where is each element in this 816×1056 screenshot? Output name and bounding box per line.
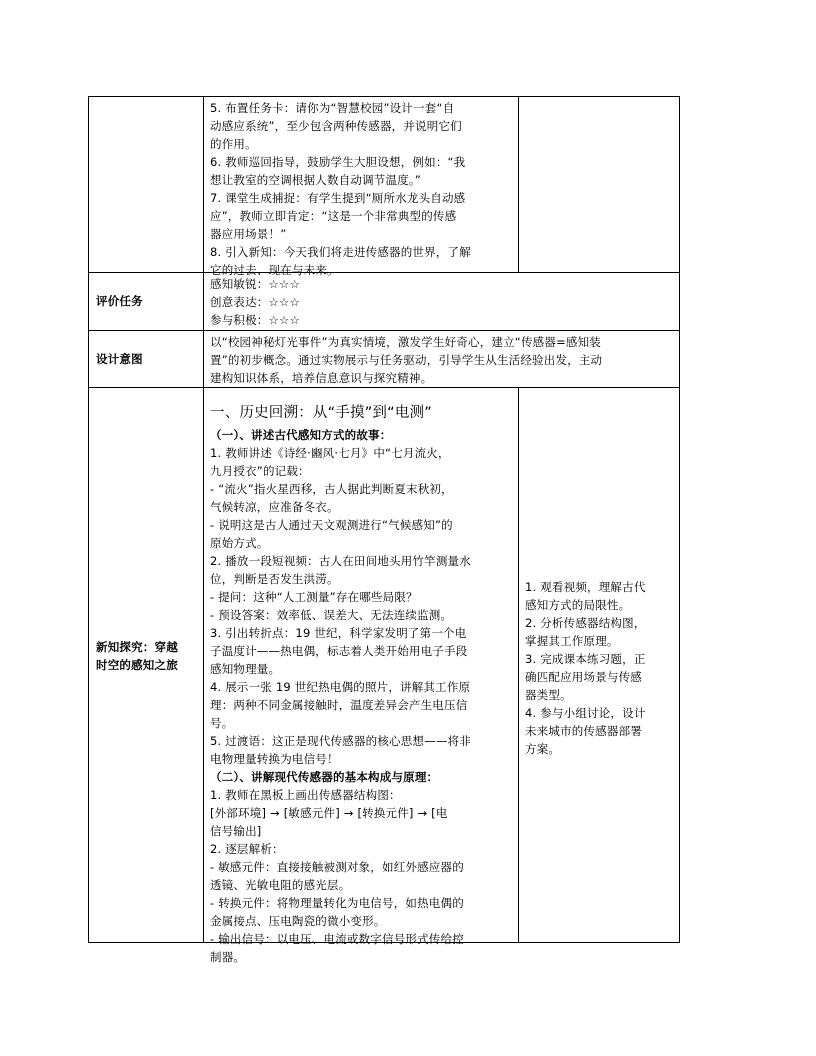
activity-line: 8. 引入新知：今天我们将走进传感器的世界，了解 xyxy=(210,245,471,259)
activity-line: 7. 课堂生成捕捉：有学生提到“厕所水龙头自动感 xyxy=(210,191,466,205)
explore-line: 3. 引出转折点：19 世纪，科学家发明了第一个电 xyxy=(210,626,467,640)
design-line: 以“校园神秘灯光事件”为真实情境，激发学生好奇心，建立“传感器=感知装 xyxy=(210,335,602,349)
explore-line: 金属接点、压电陶瓷的微小变形。 xyxy=(210,914,386,928)
student-activity-line: 未来城市的传感器部署 xyxy=(525,724,642,738)
activity-continuation-cell xyxy=(210,99,516,279)
explore-teacher-cell xyxy=(210,402,516,966)
explore-line: 4. 展示一张 19 世纪热电偶的照片，讲解其工作原 xyxy=(210,680,471,694)
explore-student-cell xyxy=(525,578,675,758)
eval-item: 创意表达：☆☆☆ xyxy=(210,295,301,309)
student-activity-line: 感知方式的局限性。 xyxy=(525,598,631,612)
explore-line: - 说明这是古人通过天文观测进行“气候感知”的 xyxy=(210,518,453,532)
explore-line: [外部环境] → [敏感元件] → [转换元件] → [电 xyxy=(210,806,448,820)
explore-line: 号。 xyxy=(210,716,234,730)
activity-line: 动感应系统”，至少包含两种传感器，并说明它们 xyxy=(210,119,462,133)
explore-line: 原始方式。 xyxy=(210,536,269,550)
student-activity-line: 3. 完成课本练习题，正 xyxy=(525,652,646,666)
explore-line: 2. 逐层解析： xyxy=(210,842,284,856)
student-activity-line: 方案。 xyxy=(525,742,561,756)
design-label: 设计意图 xyxy=(96,352,143,366)
student-activity-line: 2. 分析传感器结构图， xyxy=(525,616,646,630)
column-divider-student-top xyxy=(518,96,519,273)
explore-line: 1. 教师在黑板上画出传感器结构图： xyxy=(210,788,401,802)
explore-line: 电物理量转换为电信号！ xyxy=(210,752,339,766)
activity-line: 的作用。 xyxy=(210,137,257,151)
explore-line: 子温度计——热电偶，标志着人类开始用电子手段 xyxy=(210,644,468,658)
subsection-title-2: （二）、讲解现代传感器的基本构成与原理： xyxy=(210,770,439,784)
student-activity-line: 器类型。 xyxy=(525,688,572,702)
activity-line: 想让教室的空调根据人数自动调节温度。” xyxy=(210,173,422,187)
explore-line: 气候转凉，应准备冬衣。 xyxy=(210,500,339,514)
row-divider-2 xyxy=(88,330,680,331)
explore-label xyxy=(96,638,178,674)
design-intent-cell xyxy=(210,333,676,387)
explore-line: 透镜、光敏电阻的感光层。 xyxy=(210,878,351,892)
design-line: 置”的初步概念。通过实物展示与任务驱动，引导学生从生活经验出发，主动 xyxy=(210,353,603,367)
student-activity-line: 1. 观看视频，理解古代 xyxy=(525,580,646,594)
student-activity-line: 掌握其工作原理。 xyxy=(525,634,619,648)
table-border-top xyxy=(88,96,680,97)
student-activity-line: 确匹配应用场景与传感 xyxy=(525,670,642,684)
subsection-title-1: （一）、讲述古代感知方式的故事： xyxy=(210,428,392,442)
row-divider-3 xyxy=(88,387,680,388)
explore-line: 理：两种不同金属接触时，温度差异会产生电压信 xyxy=(210,698,468,712)
activity-line: 器应用场景！” xyxy=(210,227,287,241)
eval-item: 感知敏锐：☆☆☆ xyxy=(210,277,301,291)
explore-line: - 预设答案：效率低、误差大、无法连续监测。 xyxy=(210,608,453,622)
explore-line: 位，判断是否发生洪涝。 xyxy=(210,572,339,586)
column-divider-main xyxy=(203,96,204,943)
explore-label-line: 时空的感知之旅 xyxy=(96,658,178,672)
table-border-right xyxy=(679,96,680,943)
explore-line: 制器。 xyxy=(210,950,246,964)
explore-label-line: 新知探究：穿越 xyxy=(96,640,178,654)
explore-line: 信号输出] xyxy=(210,824,262,838)
column-divider-student-bottom xyxy=(518,387,519,943)
student-activity-line: 4. 参与小组讨论，设计 xyxy=(525,706,646,720)
explore-line: 5. 过渡语：这正是现代传感器的核心思想——将非 xyxy=(210,734,471,748)
activity-line: 6. 教师巡回指导，鼓励学生大胆设想，例如：“我 xyxy=(210,155,466,169)
table-border-left xyxy=(88,96,89,943)
eval-item: 参与积极：☆☆☆ xyxy=(210,313,301,327)
eval-label: 评价任务 xyxy=(96,294,143,308)
explore-line: - 转换元件：将物理量转化为电信号，如热电偶的 xyxy=(210,896,464,910)
explore-line: 感知物理量。 xyxy=(210,662,281,676)
section-title: 一、历史回溯：从“手摸”到“电测” xyxy=(210,405,432,421)
explore-line: - 敏感元件：直接接触被测对象，如红外感应器的 xyxy=(210,860,464,874)
explore-line: - 提问：这种“人工测量”存在哪些局限？ xyxy=(210,590,418,604)
explore-line: 九月授衣”的记载： xyxy=(210,464,310,478)
explore-line: 1. 教师讲述《诗经·豳风·七月》中“七月流火， xyxy=(210,446,450,460)
activity-line: 它的过去、现在与未来。 xyxy=(210,263,339,277)
explore-line: - “流火”指火星西移，古人据此判断夏末秋初， xyxy=(210,482,453,496)
activity-line: 应”，教师立即肯定：“这是一个非常典型的传感 xyxy=(210,209,457,223)
design-line: 建构知识体系，培养信息意识与探究精神。 xyxy=(210,371,433,385)
eval-items-cell xyxy=(210,275,510,329)
explore-line: - 输出信号：以电压、电流或数字信号形式传给控 xyxy=(210,932,464,946)
activity-line: 5. 布置任务卡：请你为“智慧校园”设计一套“自 xyxy=(210,101,455,115)
explore-line: 2. 播放一段短视频：古人在田间地头用竹竿测量水 xyxy=(210,554,471,568)
